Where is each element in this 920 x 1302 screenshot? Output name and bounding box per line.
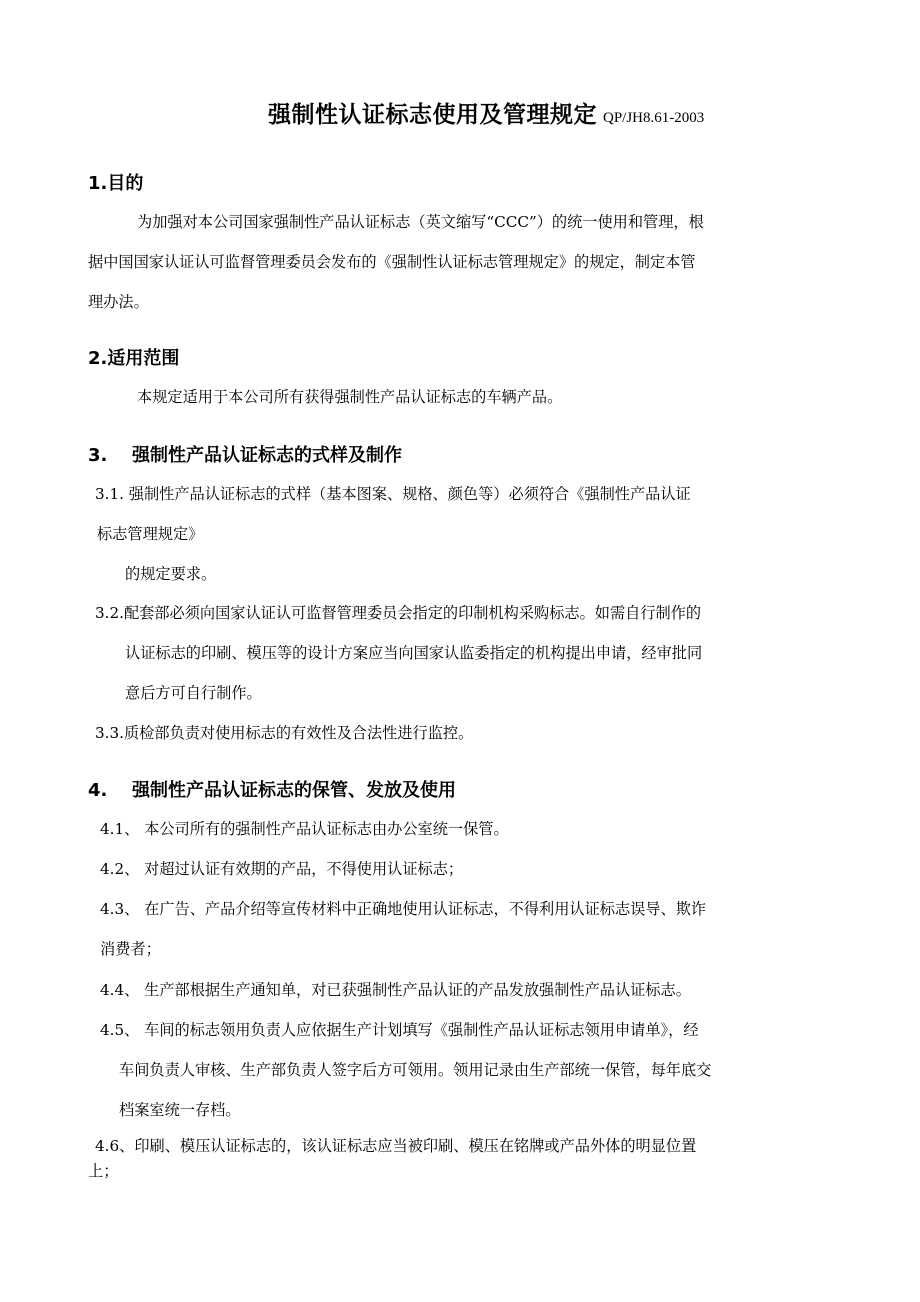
item-3-2-line-3: 意后方可自行制作。 (125, 684, 262, 702)
section-1-line-2: 据中国国家认证认可监督管理委员会发布的《强制性认证标志管理规定》的规定，制定本管 (88, 253, 696, 271)
item-4-5-line-1: 4.5、 车间的标志领用负责人应依据生产计划填写《强制性产品认证标志领用申请单》，经 (100, 1021, 699, 1039)
section-1-line-1: 为加强对本公司国家强制性产品认证标志（英文缩写“CCC”）的统一使用和管理，根 (137, 213, 704, 231)
section-3-heading (88, 441, 402, 467)
item-3-3: 3.3.质检部负责对使用标志的有效性及合法性进行监控。 (95, 724, 474, 742)
section-1-line-3: 理办法。 (88, 293, 149, 311)
item-4-3-line-1: 4.3、 在广告、产品介绍等宣传材料中正确地使用认证标志，不得利用认证标志误导、欺诈 (100, 900, 707, 918)
section-4-number: 4. (88, 780, 108, 801)
item-4-6-line-1: 4.6、印刷、模压认证标志的，该认证标志应当被印刷、模压在铭牌或产品外体的明显位置 (95, 1137, 697, 1155)
item-3-1-line-3: 的规定要求。 (125, 565, 217, 583)
section-4-title: 强制性产品认证标志的保管、发放及使用 (132, 780, 456, 801)
section-2-line: 本规定适用于本公司所有获得强制性产品认证标志的车辆产品。 (137, 388, 563, 406)
item-3-1-line-2: 标志管理规定》 (97, 525, 204, 543)
item-4-5-line-3: 档案室统一存档。 (119, 1101, 241, 1119)
section-3-title: 强制性产品认证标志的式样及制作 (132, 445, 402, 466)
section-3-number: 3. (88, 445, 108, 466)
item-3-2-line-2: 认证标志的印刷、模压等的设计方案应当向国家认监委指定的机构提出申请，经审批同 (125, 644, 703, 662)
section-4-heading (88, 776, 456, 802)
item-3-1-line-1: 3.1. 强制性产品认证标志的式样（基本图案、规格、颜色等）必须符合《强制性产品认证 (95, 485, 691, 503)
item-3-2-line-1: 3.2.配套部必须向国家认证认可监督管理委员会指定的印制机构采购标志。如需自行制作的 (95, 604, 702, 622)
item-4-2: 4.2、 对超过认证有效期的产品，不得使用认证标志； (100, 860, 464, 878)
title-text: 强制性认证标志使用及管理规定 (268, 102, 597, 128)
doc-code: QP/JH8.61-2003 (603, 110, 705, 126)
item-4-5-line-2: 车间负责人审核、生产部负责人签字后方可领用。领用记录由生产部统一保管，每年底交 (119, 1061, 712, 1079)
item-4-6-line-2: 上； (88, 1162, 119, 1180)
item-4-3-line-2: 消费者； (100, 940, 161, 958)
item-4-1: 4.1、 本公司所有的强制性产品认证标志由办公室统一保管。 (100, 820, 509, 838)
item-4-4: 4.4、 生产部根据生产通知单，对已获强制性产品认证的产品发放强制性产品认证标志。 (100, 981, 691, 999)
page-title (268, 96, 704, 129)
section-1-heading: 1.目的 (88, 173, 144, 194)
section-2-heading: 2.适用范围 (88, 348, 180, 369)
